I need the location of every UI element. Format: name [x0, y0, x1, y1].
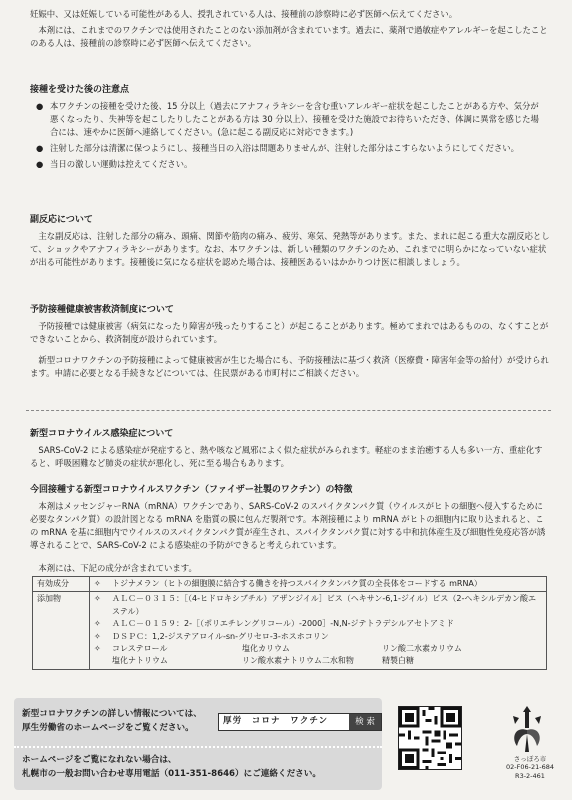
covid-heading: 新型コロナウイルス感染症について [30, 429, 174, 439]
info-line-1: 新型コロナワクチンの詳しい情報については、 [22, 709, 202, 719]
search-box[interactable] [218, 713, 382, 731]
sparkle-icon: ✧ [94, 643, 101, 653]
revision-code: R3-2-461 [515, 771, 545, 780]
relief-text-2: 新型コロナワクチンの予防接種によって健康被害が生じた場合にも、予防接種法に基づく救済（医療費・障害年金等の給付）が受けられます。申請に必要となる手続きなどについては、住民票がある市町村にご相談ください。 [30, 355, 549, 379]
qr-code-icon[interactable] [398, 706, 462, 770]
after-vaccination-heading: 接種を受けた後の注意点 [30, 85, 130, 95]
additive-item: ＡＬＣ－０３１５：［（4-ヒドロキシブチル）アザンジイル］ビス（ヘキサン-6,1-ジイル）ビス（2-ヘキシルデカン酸エステル） [112, 594, 536, 616]
list-item: ● 注射した部分は清潔に保つようにし、接種当日の入浴は問題ありませんが、注射した部分はこすらないようにしてください。 [36, 142, 546, 155]
vaccine-heading: 今回接種する新型コロナウイルスワクチン（ファイザー社製のワクチン）の特徴 [30, 485, 353, 495]
additives-label: 添加物 [33, 592, 90, 669]
search-button[interactable]: 検 索 [349, 714, 381, 730]
additive-item: 精製白糖 [382, 656, 414, 666]
side-effects-heading: 副反応について [30, 215, 93, 225]
relief-text-1: 予防接種では健康被害（病気になったり障害が残ったりすること）が起こることがあります。極めてまれではあるものの、なくすことができないことから、救済制度が設けられています。 [30, 321, 549, 345]
active-ingredient-label: 有効成分 [33, 577, 90, 592]
list-item: ● 当日の激しい運動は控えてください。 [36, 158, 546, 171]
pregnancy-note: 妊娠中、又は妊娠している可能性がある人、授乳されている人は、接種前の診察時に必ず医師へ伝えてください。 [30, 9, 458, 19]
sparkle-icon: ✧ [94, 619, 101, 629]
bullet-icon: ● [36, 143, 44, 154]
table-row [33, 592, 547, 669]
info-line-2: 厚生労働省のホームページをご覧ください。 [22, 723, 194, 733]
bullet-icon: ● [36, 101, 44, 111]
additive-item: リン酸水素ナトリウム二水和物 [242, 656, 354, 666]
vaccine-text: 本剤はメッセンジャーRNA（mRNA）ワクチンであり、SARS-CoV-2 のスパイクタンパク質（ウイルスがヒトの細胞へ侵入するために必要なタンパク質）の設計図となる mRNA を脂質の膜に包んだ製剤です。本剤接種により mRNA がヒトの細胞内に取り込まれると、この mRNA を基に細胞内でウイルスのスパイクタンパク質が産生され、スパイクタンパク質に対する中和抗体産生及び細胞性免疫応答が誘導されることで、SARS-CoV-2 による感染症の予防ができると考えられています。 [30, 501, 546, 551]
covid-text: SARS-CoV-2 による感染症が発症すると、熱や咳など風邪によく似た症状がみられます。軽症のまま治癒する人も多い一方、重症化すると、呼吸困難など肺炎の症状が悪化し、死に至る場合もあります。 [30, 445, 543, 469]
additive-item: 塩化カリウム [242, 643, 290, 653]
ingredients-table [32, 576, 547, 670]
sapporo-city-logo-icon [505, 702, 549, 754]
section-divider [26, 410, 551, 411]
info-line-3: ホームページをご覧になれない場合は、 [22, 755, 177, 765]
list-item: ● 本ワクチンの接種を受けた後、15 分以上（過去にアナフィラキシーを含む重いアレルギー症状を起こしたことがある方や、気分が悪くなったり、失神等を起こしたりしたことがある方は 30 分以上）、接種を受けた施設でお待ちいただき、体調に異常を感じた場合には、速やかに医師へ連絡してください。(急に起こる副反応に対応できます。) [36, 101, 539, 138]
document-code: 02-F06-21-684 [506, 763, 554, 772]
city-name: さっぽろ市 [513, 755, 547, 763]
info-box [14, 698, 382, 790]
sparkle-icon: ✧ [94, 631, 101, 641]
additive-item: ＡＬＣ－０１５９：2-［（ポリエチレングリコール）-2000］-N,N-ジテトラデシルアセトアミド [112, 619, 454, 629]
additive-item: コレステロール [112, 643, 168, 653]
relief-system-heading: 予防接種健康被害救済制度について [30, 305, 174, 315]
additive-item: リン酸二水素カリウム [382, 643, 462, 653]
after-vaccination-list [36, 100, 546, 174]
info-line-4: 札幌市の一般お問い合わせ専用電話（011-351-8646）にご連絡ください。 [22, 769, 321, 779]
ingredients-intro: 本剤には、下記の成分が含まれています。 [38, 563, 197, 573]
bullet-icon: ● [36, 159, 44, 170]
side-effects-text: 主な副反応は、注射した部分の痛み、頭痛、関節や筋肉の痛み、疲労、寒気、発熱等があります。また、まれに起こる重大な副反応として、ショックやアナフィラキシーがあります。なお、本ワクチンは、新しい種類のワクチンのため、これまでに明らかになっていない症状が出る可能性があります。接種後に気になる症状を認めた場合は、接種医あるいはかかりつけ医に相談しましょう。 [30, 231, 550, 268]
additive-note: 本剤には、これまでのワクチンでは使用されたことのない添加剤が含まれています。過去に、薬剤で過敏症やアレルギーを起こしたことのある人は、接種前の診察時に必ず医師へ伝えてください。 [30, 25, 548, 49]
additive-item: ＤＳＰＣ：1,2-ジステアロイル-sn-グリセロ-3-ホスホコリン [112, 631, 329, 641]
additive-item: 塩化ナトリウム [112, 656, 168, 666]
info-divider [14, 746, 382, 748]
sparkle-icon: ✧ [94, 594, 101, 604]
table-row [33, 577, 547, 592]
sparkle-icon: ✧ [94, 579, 101, 588]
search-terms: 厚労 コロナ ワクチン [223, 716, 329, 727]
active-ingredient-value: トジナメラン（ヒトの細胞膜に結合する働きを持つスパイクタンパク質の全長体をコードする mRNA） [112, 579, 482, 588]
logo-caption [500, 755, 560, 780]
